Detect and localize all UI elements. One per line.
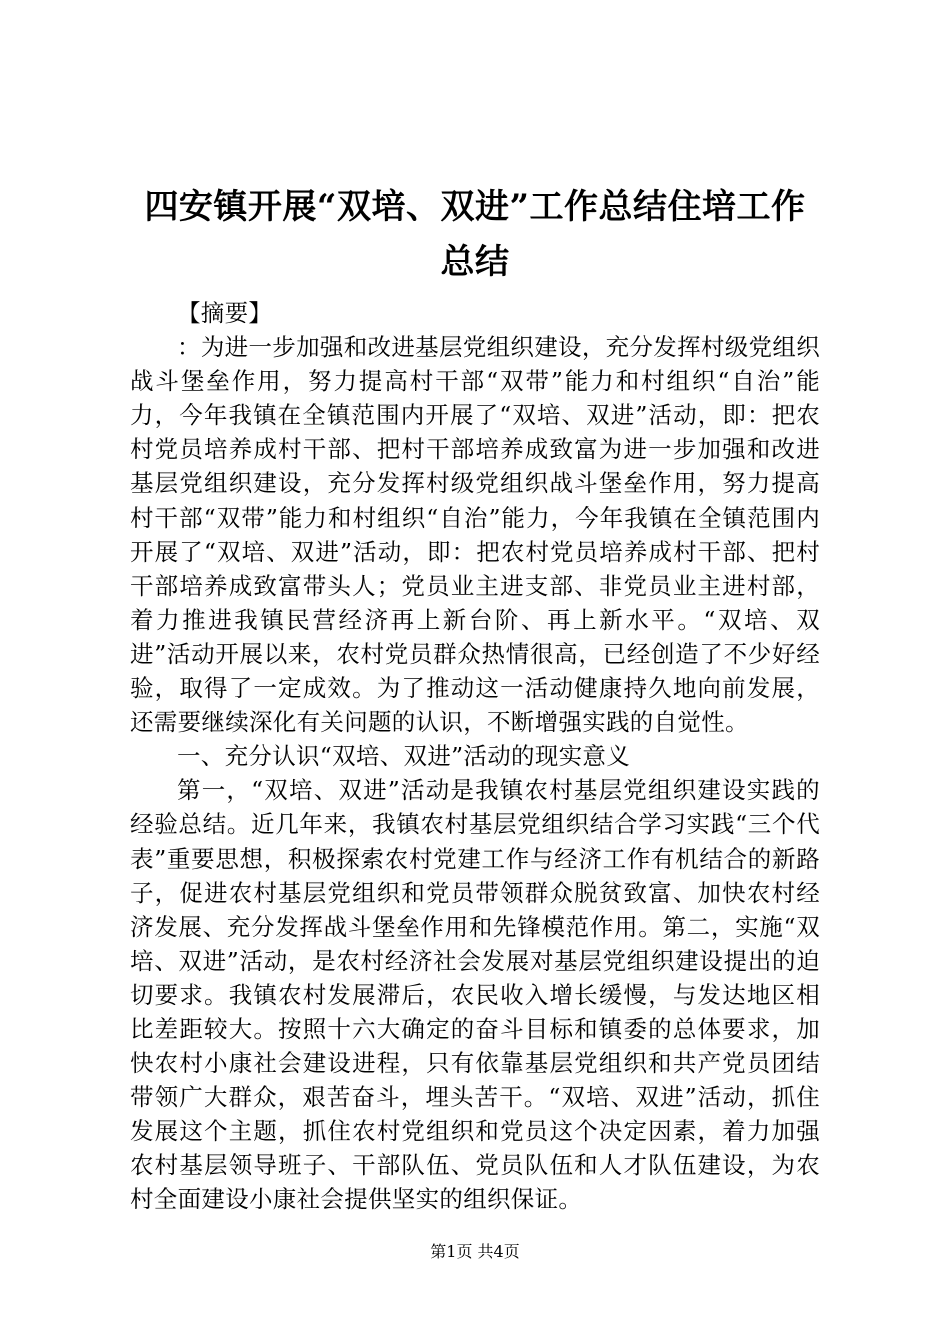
- body-paragraph: 第一，“双培、双进”活动是我镇农村基层党组织建设实践的经验总结。近几年来，我镇农村基层党组织结合学习实践“三个代表”重要思想，积极探索农村党建工作与经济工作有机结合的新路子，促进农村基层党组织和党员带领群众脱贫致富、加快农村经济发展、充分发挥战斗堡垒作用和先锋模范作用。第二，实施“双培、双进”活动，是农村经济社会发展对基层党组织建设提出的迫切要求。我镇农村发展滞后，农民收入增长缓慢，与发达地区相比差距较大。按照十六大确定的奋斗目标和镇委的总体要求，加快农村小康社会建设进程，只有依靠基层党组织和共产党员团结带领广大群众，艰苦奋斗，埋头苦干。“双培、双进”活动，抓住发展这个主题，抓住农村党组织和党员这个决定因素，着力加强农村基层领导班子、干部队伍、党员队伍和人才队伍建设，为农村全面建设小康社会提供坚实的组织保证。: [130, 776, 820, 1214]
- page-footer: [0, 1242, 950, 1262]
- section-heading: 一、充分认识“双培、双进”活动的现实意义: [177, 742, 631, 771]
- abstract-paragraph: ：为进一步加强和改进基层党组织建设，充分发挥村级党组织战斗堡垒作用，努力提高村干部“双带”能力和村组织“自治”能力，今年我镇在全镇范围内开展了“双培、双进”活动，即：把农村党员培养成村干部、把村干部培养成致富为进一步加强和改进基层党组织建设，充分发挥村级党组织战斗堡垒作用，努力提高村干部“双带”能力和村组织“自治”能力，今年我镇在全镇范围内开展了“双培、双进”活动，即：把农村党员培养成村干部、把村干部培养成致富带头人；党员业主进支部、非党员业主进村部，着力推进我镇民营经济再上新台阶、再上新水平。“双培、双进”活动开展以来，农村党员群众热情很高，已经创造了不少好经验，取得了一定成效。为了推动这一活动健康持久地向前发展，还需要继续深化有关问题的认识，不断增强实践的自觉性。: [130, 333, 820, 737]
- abstract-label: 【摘要】: [177, 299, 273, 327]
- page-indicator: 第1页 共4页: [430, 1242, 520, 1261]
- document-title: 四安镇开展“双培、双进”工作总结住培工作总结: [144, 187, 806, 282]
- document-body: [130, 296, 820, 1217]
